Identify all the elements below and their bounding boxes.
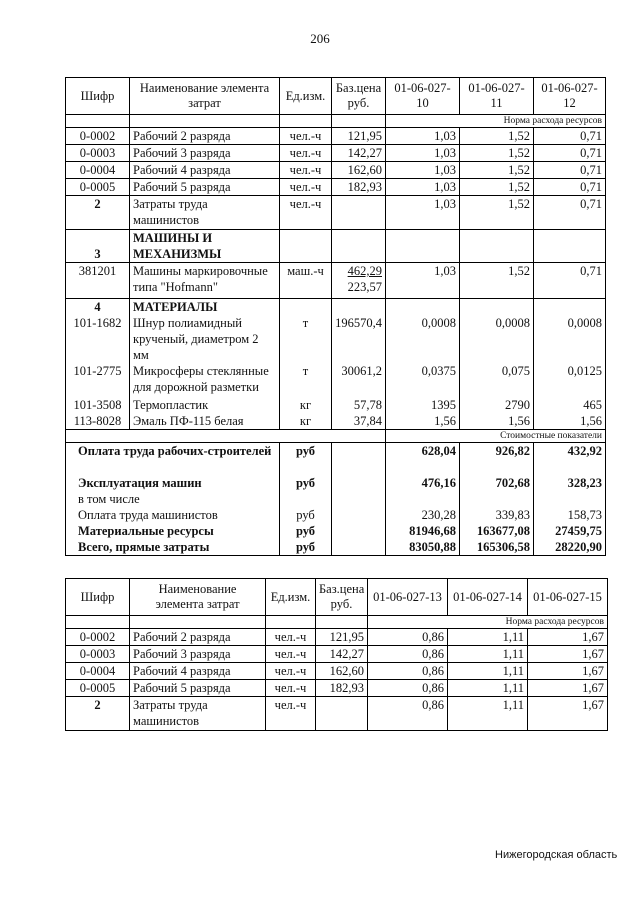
resource-table-2: [65, 578, 608, 731]
col-code-2: 01-06-027-11: [460, 78, 534, 115]
norm-label-row: [66, 115, 606, 128]
col-unit: Ед.изм.: [266, 579, 316, 616]
grand-total-row: Всего, прямые затраты руб 83050,88 165306,58 28220,90: [66, 539, 606, 556]
machine-price-1: 462,29: [347, 264, 382, 278]
total-labor-row: Оплата труда рабочих-строителей руб 628,04 926,82 432,92: [66, 443, 606, 475]
machinist-pay-row: Оплата труда машинистов руб 230,28 339,83 158,73: [66, 507, 606, 523]
norm-label-row: [66, 616, 608, 629]
col-code-3: 01-06-027-12: [534, 78, 606, 115]
norm-label: Норма расхода ресурсов: [386, 115, 606, 128]
machine-row: 381201 Машины маркировочные типа "Hofmann" маш.-ч 462,29 223,57 1,03 1,52 0,71: [66, 263, 606, 299]
material-row: 101-2775 Микросферы стеклянные для дорожной разметки т 30061,2 0,0375 0,075 0,0125: [66, 363, 606, 397]
col-code-1: 01-06-027-13: [368, 579, 448, 616]
col-name: Наименование элемента затрат: [130, 579, 266, 616]
table-row: 0-0004 Рабочий 4 разряда чел.-ч 162,60 1,03 1,52 0,71: [66, 162, 606, 179]
col-code-2: 01-06-027-14: [448, 579, 528, 616]
table-row: 0-0004 Рабочий 4 разряда чел.-ч 162,60 0,86 1,11 1,67: [66, 663, 608, 680]
col-price: Баз.цена руб.: [316, 579, 368, 616]
resource-table-1: [65, 77, 606, 556]
table-row: 0-0002 Рабочий 2 разряда чел.-ч 121,95 0,86 1,11 1,67: [66, 629, 608, 646]
table-row: 0-0002 Рабочий 2 разряда чел.-ч 121,95 1,03 1,52 0,71: [66, 128, 606, 145]
cost-label-row: [66, 430, 606, 443]
region-footer: Нижегородская область: [495, 849, 618, 861]
col-price: Баз.цена руб.: [332, 78, 386, 115]
total-machines-row: Эксплуатация машин руб 476,16 702,68 328,23: [66, 475, 606, 491]
material-row: 101-3508 Термопластик кг 57,78 1395 2790 465: [66, 397, 606, 413]
including-row: в том числе: [66, 491, 606, 507]
machine-price-2: 223,57: [347, 280, 382, 294]
header-row: [66, 78, 606, 115]
header-row: [66, 579, 608, 616]
table-row: 0-0003 Рабочий 3 разряда чел.-ч 142,27 0,86 1,11 1,67: [66, 646, 608, 663]
total-materials-row: Материальные ресурсы руб 81946,68 163677,08 27459,75: [66, 523, 606, 539]
material-row: 113-8028 Эмаль ПФ-115 белая кг 37,84 1,56 1,56 1,56: [66, 413, 606, 430]
machinists-row: 2 Затраты труда машинистов чел.-ч 0,86 1,11 1,67: [66, 697, 608, 731]
table-row: 0-0005 Рабочий 5 разряда чел.-ч 182,93 0,86 1,11 1,67: [66, 680, 608, 697]
material-row: 101-1682 Шнур полиамидный крученый, диаметром 2 мм т 196570,4 0,0008 0,0008 0,0008: [66, 315, 606, 363]
page-number: 206: [310, 31, 330, 46]
col-code-3: 01-06-027-15: [528, 579, 608, 616]
table-row: 0-0005 Рабочий 5 разряда чел.-ч 182,93 1,03 1,52 0,71: [66, 179, 606, 196]
col-code: Шифр: [66, 579, 130, 616]
col-code: Шифр: [66, 78, 130, 115]
col-unit: Ед.изм.: [280, 78, 332, 115]
norm-label: Норма расхода ресурсов: [368, 616, 608, 629]
col-name: Наименование элемента затрат: [130, 78, 280, 115]
materials-section-row: 4 МАТЕРИАЛЫ: [66, 299, 606, 316]
table-row: 0-0003 Рабочий 3 разряда чел.-ч 142,27 1,03 1,52 0,71: [66, 145, 606, 162]
cost-label: Стоимостные показатели: [386, 430, 606, 443]
machines-section-row: 3 МАШИНЫ И МЕХАНИЗМЫ: [66, 230, 606, 263]
col-code-1: 01-06-027-10: [386, 78, 460, 115]
machinists-row: 2 Затраты труда машинистов чел.-ч 1,03 1,52 0,71: [66, 196, 606, 230]
